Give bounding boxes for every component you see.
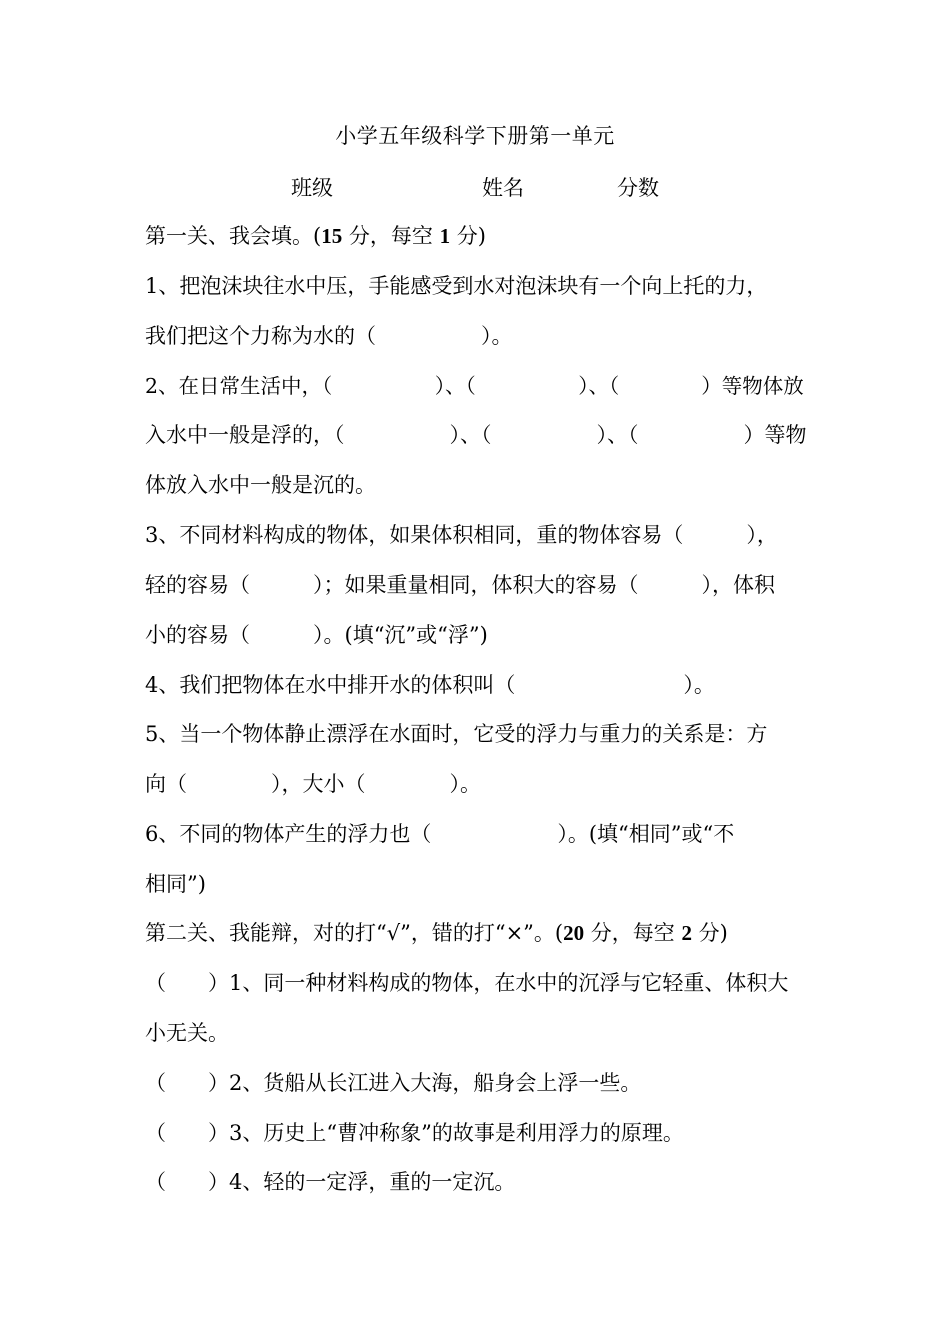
question-line: 相同”) xyxy=(145,872,206,896)
class-label: 班级 xyxy=(291,176,333,200)
section2-heading-mid: 分，每空 xyxy=(584,921,682,945)
judgment-line: 小无关。 xyxy=(145,1021,229,1045)
question-line: 向（ ），大小（ ）。 xyxy=(145,772,481,796)
score-label: 分数 xyxy=(617,176,659,200)
question-line: 体放入水中一般是沉的。 xyxy=(145,473,376,497)
section1-heading xyxy=(145,221,810,251)
page-title: 小学五年级科学下册第一单元 xyxy=(335,124,615,148)
section1-points: 15 xyxy=(321,224,343,248)
question-line: 4、我们把物体在水中排开水的体积叫（ ）。 xyxy=(145,673,715,697)
judgment-line: （ ）3、历史上“曹冲称象”的故事是利用浮力的原理。 xyxy=(145,1121,684,1145)
question-line: 3、不同材料构成的物体，如果体积相同，重的物体容易（ ）， xyxy=(145,523,778,547)
section2-heading-text: 第二关、我能辩，对的打“√”，错的打“×”。( xyxy=(145,921,564,945)
question-line: 2、在日常生活中，（ ）、（ ）、（ ）等物体放 xyxy=(145,374,804,398)
judgment-line: （ ）1、同一种材料构成的物体，在水中的沉浮与它轻重、体积大 xyxy=(145,971,789,995)
judgment-line: （ ）4、轻的一定浮，重的一定沉。 xyxy=(145,1170,516,1194)
question-line: 6、不同的物体产生的浮力也（ ）。(填“相同”或“不 xyxy=(145,822,735,846)
question-line: 小的容易（ ）。(填“沉”或“浮”) xyxy=(145,623,488,647)
question-line: 入水中一般是浮的，（ ）、（ ）、（ ）等物 xyxy=(145,423,807,447)
name-label: 姓名 xyxy=(482,176,524,200)
section1-heading-text: 第一关、我会填。( xyxy=(145,224,322,248)
section1-heading-mid: 分，每空 xyxy=(342,224,440,248)
question-line: 5、当一个物体静止漂浮在水面时，它受的浮力与重力的关系是：方 xyxy=(145,722,768,746)
section1-each: 1 xyxy=(439,224,451,248)
section2-each: 2 xyxy=(681,921,692,945)
section2-points: 20 xyxy=(563,921,585,945)
section2-heading-end: 分) xyxy=(691,921,728,945)
section2-heading xyxy=(145,918,810,948)
section1-heading-end: 分) xyxy=(450,224,486,248)
question-line: 1、把泡沫块往水中压，手能感受到水对泡沫块有一个向上托的力， xyxy=(145,274,768,298)
judgment-line: （ ）2、货船从长江进入大海，船身会上浮一些。 xyxy=(145,1071,642,1095)
question-line: 我们把这个力称为水的（ ）。 xyxy=(145,324,513,348)
question-line: 轻的容易（ ）；如果重量相同，体积大的容易（ ），体积 xyxy=(145,573,775,597)
